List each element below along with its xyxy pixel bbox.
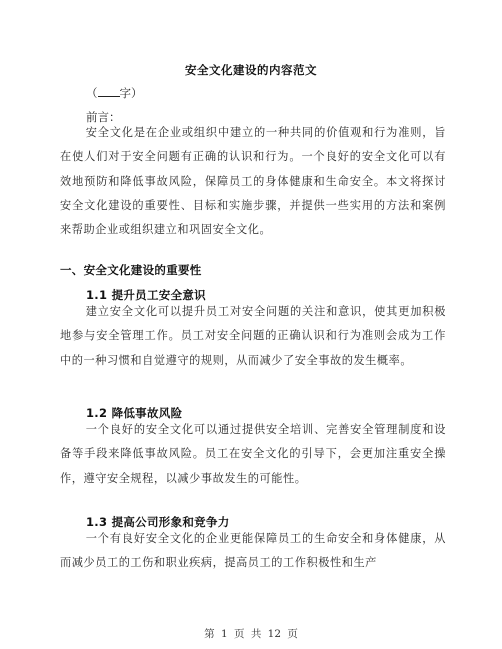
subsection-1-3-text: 一个有良好安全文化的企业更能保障员工的生命安全和身体健康，从而减少员工的工伤和职业疾病，提高员工的工作积极性和生产 <box>60 532 446 570</box>
intro-paragraph: 安全文化是在企业或组织中建立的一种共同的价值观和行为准则，旨在使人们对于安全问题有正确的认识和行为。一个良好的安全文化可以有效地预防和降低事故风险，保障员工的身体健康和生命安全。本文将探讨安全文化建设的重要性、目标和实施步骤，并提供一些实用的方法和案例来帮助企业或组织建立和巩固安全文化。 <box>60 126 446 237</box>
subsection-1-2-text: 一个良好的安全文化可以通过提供安全培训、完善安全管理制度和设备等手段来降低事故风险。员工在安全文化的引导下，会更加注重安全操作，遵守安全规程，以减少事故发生的可能性。 <box>60 423 446 485</box>
word-count-open: （ <box>86 86 98 100</box>
section-1-heading: 一、安全文化建设的重要性 <box>60 263 202 277</box>
subsection-1-2-heading: 1.2 降低事故风险 <box>86 406 183 420</box>
page-footer: 第 1 页 共 12 页 <box>204 628 298 640</box>
word-count-close: 字） <box>119 86 143 100</box>
preface-label: 前言： <box>86 110 121 124</box>
word-count-blank <box>98 86 120 97</box>
word-count-line <box>86 85 143 101</box>
subsection-1-1-heading: 1.1 提升员工安全意识 <box>86 288 206 302</box>
subsection-1-1-text: 建立安全文化可以提升员工对安全问题的关注和意识，使其更加积极地参与安全管理工作。员工对安全问题的正确认识和行为准则会成为工作中的一种习惯和自觉遵守的规则，从而减少了安全事故的发生概率。 <box>60 305 446 367</box>
document-title: 安全文化建设的内容范文 <box>185 63 317 77</box>
subsection-1-3-heading: 1.3 提高公司形象和竞争力 <box>86 515 230 529</box>
